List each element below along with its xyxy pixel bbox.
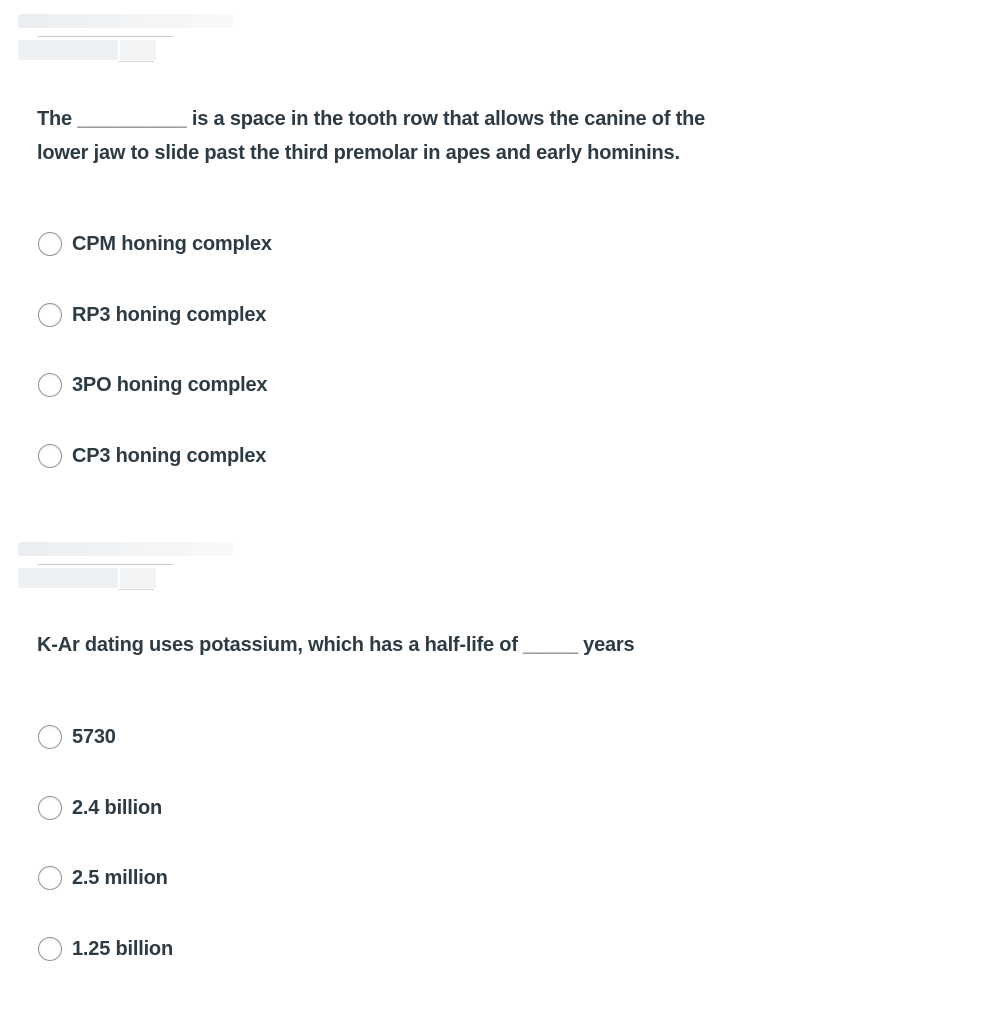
radio-button-icon[interactable] xyxy=(38,444,62,468)
question-1-text-after: is a space in the tooth row that allows the canine of the xyxy=(191,108,706,130)
option-label: RP3 honing complex xyxy=(72,303,267,326)
option-label: CPM honing complex xyxy=(72,232,272,255)
question-2-text-after: years xyxy=(583,634,635,656)
option-label: CP3 honing complex xyxy=(72,444,267,467)
option-label: 5730 xyxy=(72,725,116,748)
question-2-option-4[interactable] xyxy=(38,934,173,964)
question-2-points-box xyxy=(18,568,118,588)
option-label: 1.25 billion xyxy=(72,937,173,960)
radio-button-icon[interactable] xyxy=(38,232,62,256)
question-1-points-box-small xyxy=(118,40,156,60)
question-1-header xyxy=(18,14,168,84)
question-1-option-3[interactable] xyxy=(38,370,267,400)
question-1-blank: __________ xyxy=(77,108,187,130)
question-2-header-divider xyxy=(38,564,173,565)
question-1-header-faded-title xyxy=(18,14,233,28)
question-1-text-line2: lower jaw to slide past the third premolar in apes and early hominins. xyxy=(37,142,680,164)
question-2-header-underline xyxy=(118,589,154,590)
question-2-text xyxy=(37,628,767,662)
question-2-option-3[interactable] xyxy=(38,863,168,893)
question-2-points-box-small xyxy=(118,568,156,588)
question-2-option-1[interactable] xyxy=(38,722,116,752)
question-2-blank: _____ xyxy=(523,634,578,656)
question-1-points-box xyxy=(18,40,118,60)
question-1-text-before: The xyxy=(37,108,72,130)
question-1-text xyxy=(37,102,767,170)
radio-button-icon[interactable] xyxy=(38,937,62,961)
radio-button-icon[interactable] xyxy=(38,303,62,327)
question-2-header xyxy=(18,542,168,612)
radio-button-icon[interactable] xyxy=(38,866,62,890)
radio-button-icon[interactable] xyxy=(38,796,62,820)
question-1-option-4[interactable] xyxy=(38,441,266,471)
question-1-option-2[interactable] xyxy=(38,300,266,330)
question-1-option-1[interactable] xyxy=(38,229,272,259)
question-2-text-before: K-Ar dating uses potassium, which has a half-life of xyxy=(37,634,518,656)
option-label: 2.4 billion xyxy=(72,796,163,819)
question-2-option-2[interactable] xyxy=(38,793,162,823)
radio-button-icon[interactable] xyxy=(38,373,62,397)
radio-button-icon[interactable] xyxy=(38,725,62,749)
question-1-header-divider xyxy=(38,36,173,37)
question-1-header-underline xyxy=(118,61,154,62)
option-label: 3PO honing complex xyxy=(72,373,268,396)
option-label: 2.5 million xyxy=(72,866,168,889)
question-2-header-faded-title xyxy=(18,542,233,556)
